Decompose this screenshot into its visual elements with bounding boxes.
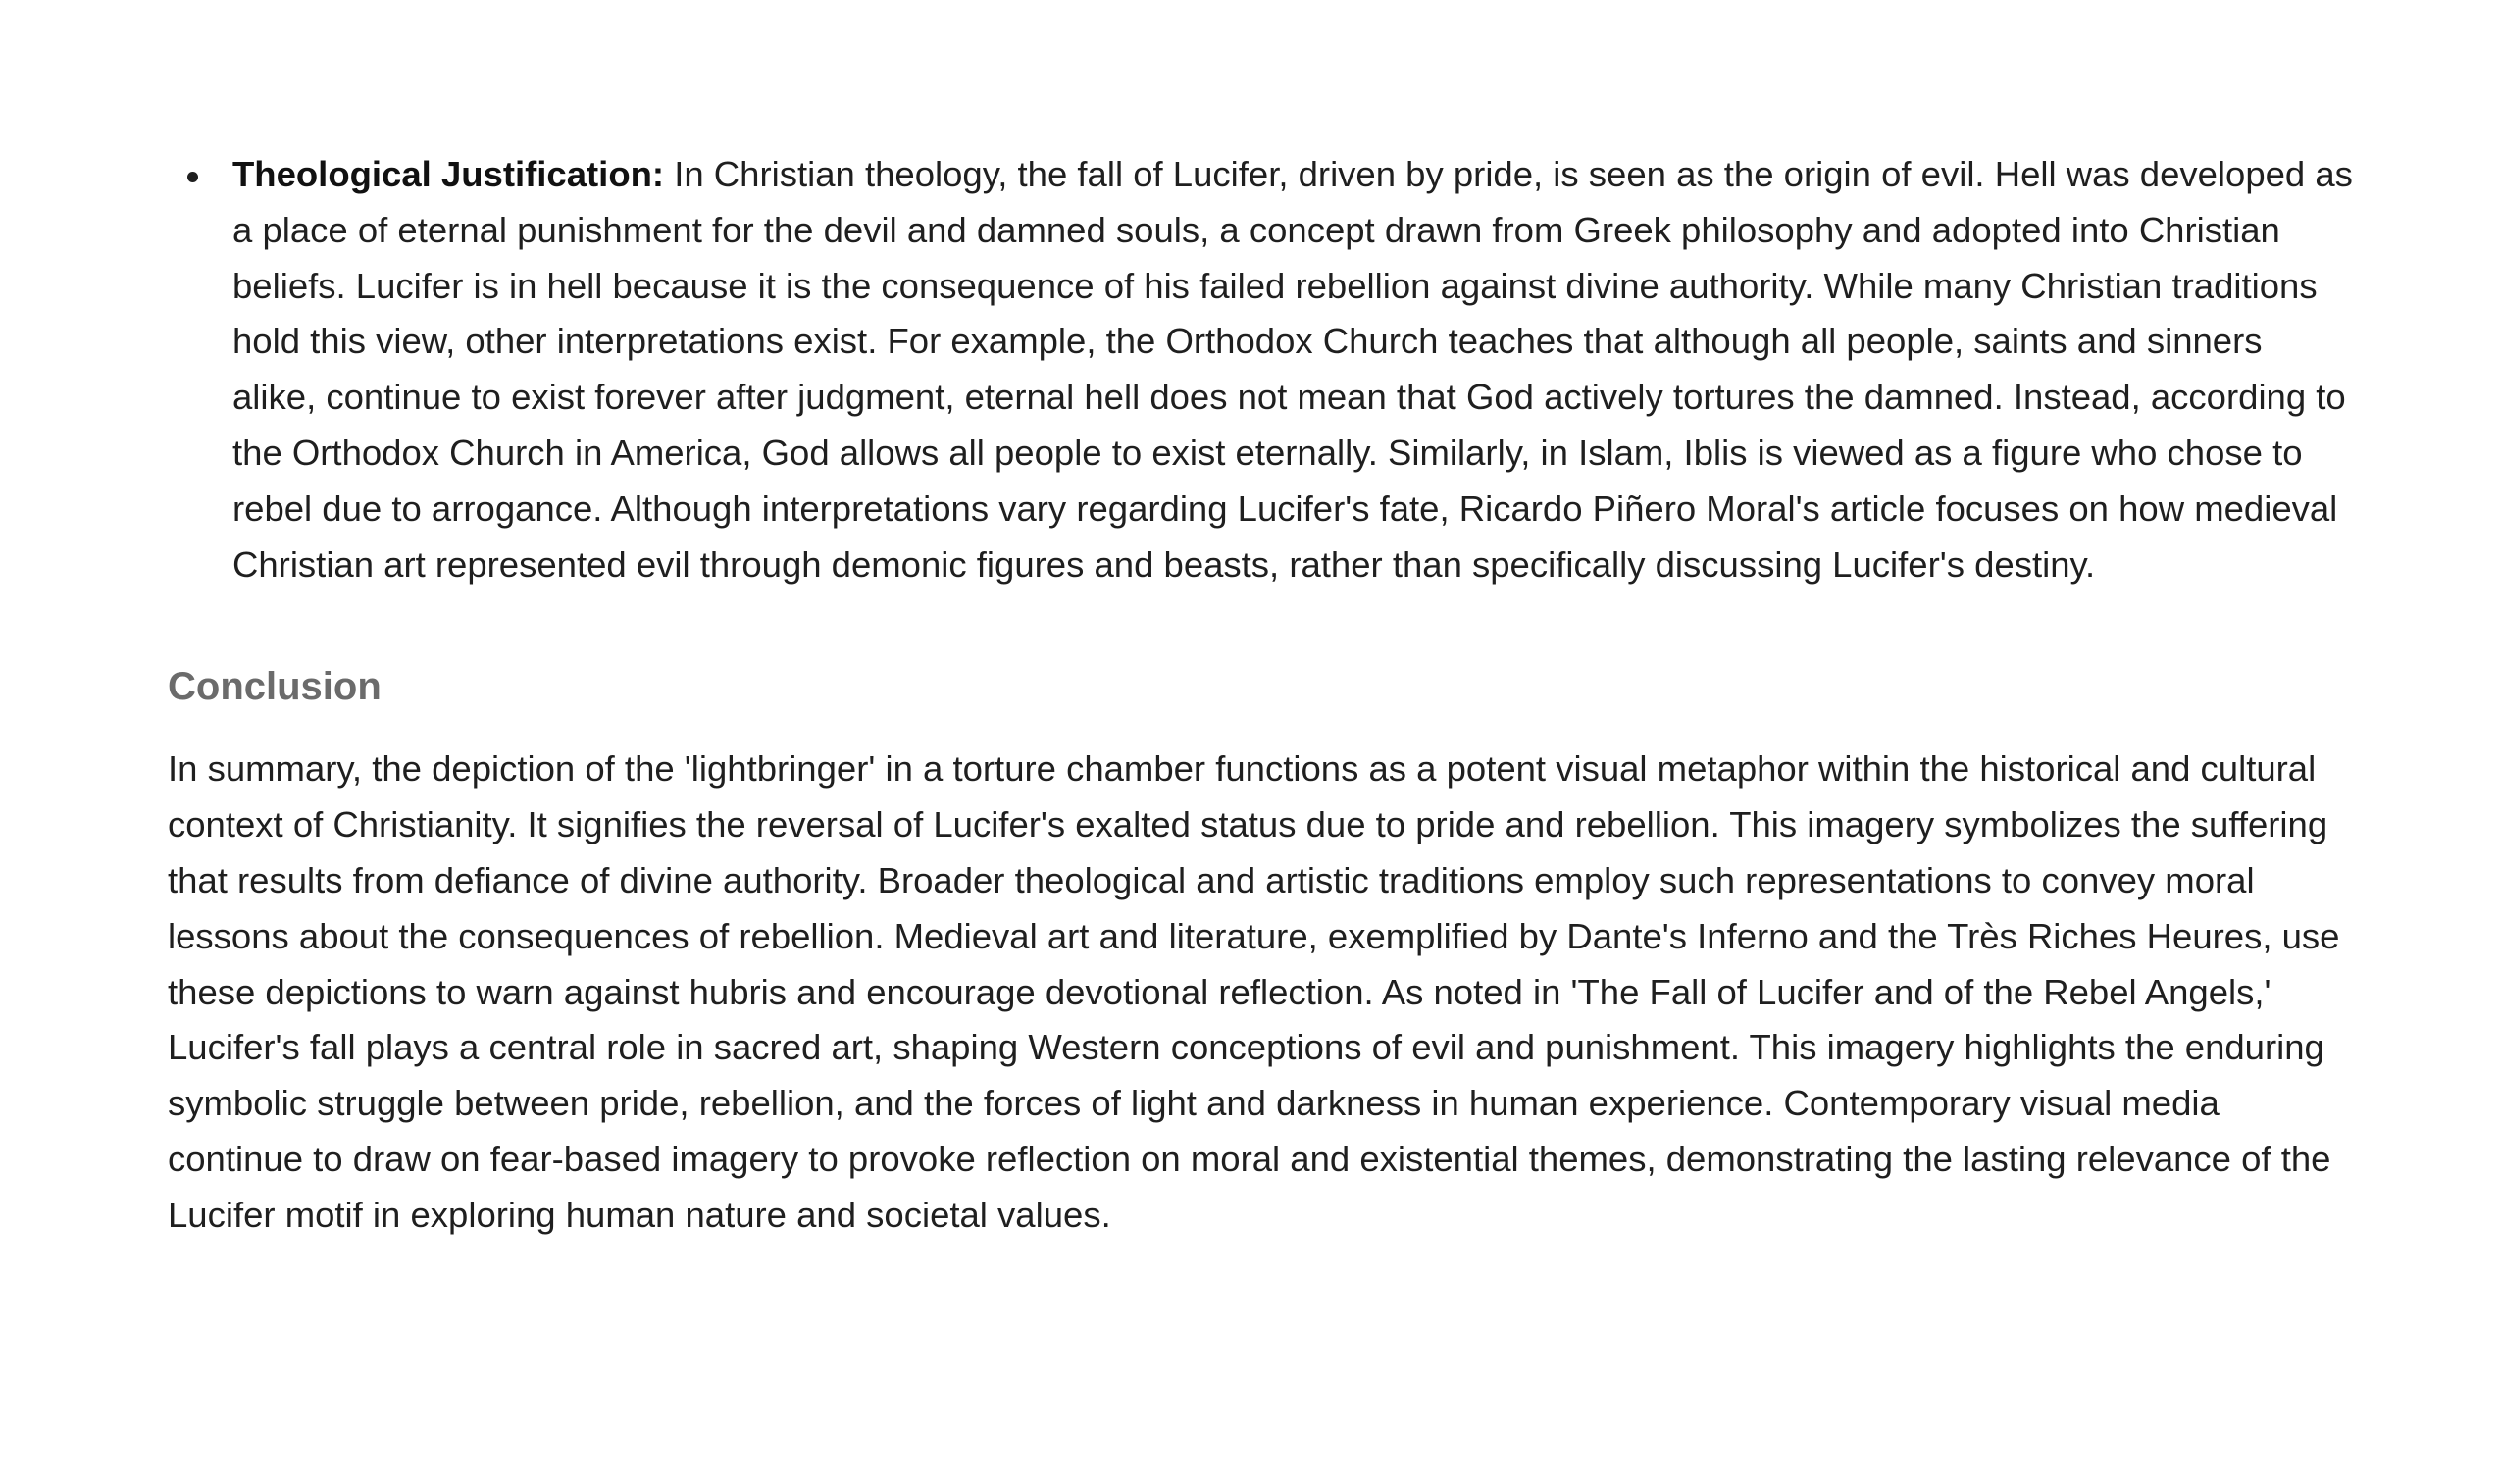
list-item <box>168 147 2355 592</box>
list-item-text: In Christian theology, the fall of Lucifer, driven by pride, is seen as the origin of evil. Hell was developed as a place of eternal punishment for the devil and damned souls, a concept drawn from Greek philosophy and adopted into Christian beliefs. Lucifer is in hell because it is the consequence of his failed rebellion against divine authority. While many Christian traditions hold this view, other interpretations exist. For example, the Orthodox Church teaches that although all people, saints and sinners alike, continue to exist forever after judgment, eternal hell does not mean that God actively tortures the damned. Instead, according to the Orthodox Church in America, God allows all people to exist eternally. Similarly, in Islam, Iblis is viewed as a figure who chose to rebel due to arrogance. Although interpretations vary regarding Lucifer's fate, Ricardo Piñero Moral's article focuses on how medieval Christian art represented evil through demonic figures and beasts, rather than specifically discussing Lucifer's destiny. <box>232 154 2353 585</box>
bullet-icon <box>187 172 198 182</box>
bullet-list <box>168 147 2355 592</box>
document-body <box>168 147 2355 1244</box>
section-heading-conclusion: Conclusion <box>168 665 382 709</box>
conclusion-paragraph: In summary, the depiction of the 'lightbringer' in a torture chamber functions as a potent visual metaphor within the historical and cultural context of Christianity. It signifies the reversal of Lucifer's exalted status due to pride and rebellion. This imagery symbolizes the suffering that results from defiance of divine authority. Broader theological and artistic traditions employ such representations to convey moral lessons about the consequences of rebellion. Medieval art and literature, exemplified by Dante's Inferno and the Très Riches Heures, use these depictions to warn against hubris and encourage devotional reflection. As noted in 'The Fall of Lucifer and of the Rebel Angels,' Lucifer's fall plays a central role in sacred art, shaping Western conceptions of evil and punishment. This imagery highlights the enduring symbolic struggle between pride, rebellion, and the forces of light and darkness in human experience. Contemporary visual media continue to draw on fear-based imagery to provoke reflection on moral and existential themes, demonstrating the lasting relevance of the Lucifer motif in exploring human nature and societal values. <box>168 748 2340 1235</box>
list-item-term: Theological Justification: <box>232 154 665 194</box>
